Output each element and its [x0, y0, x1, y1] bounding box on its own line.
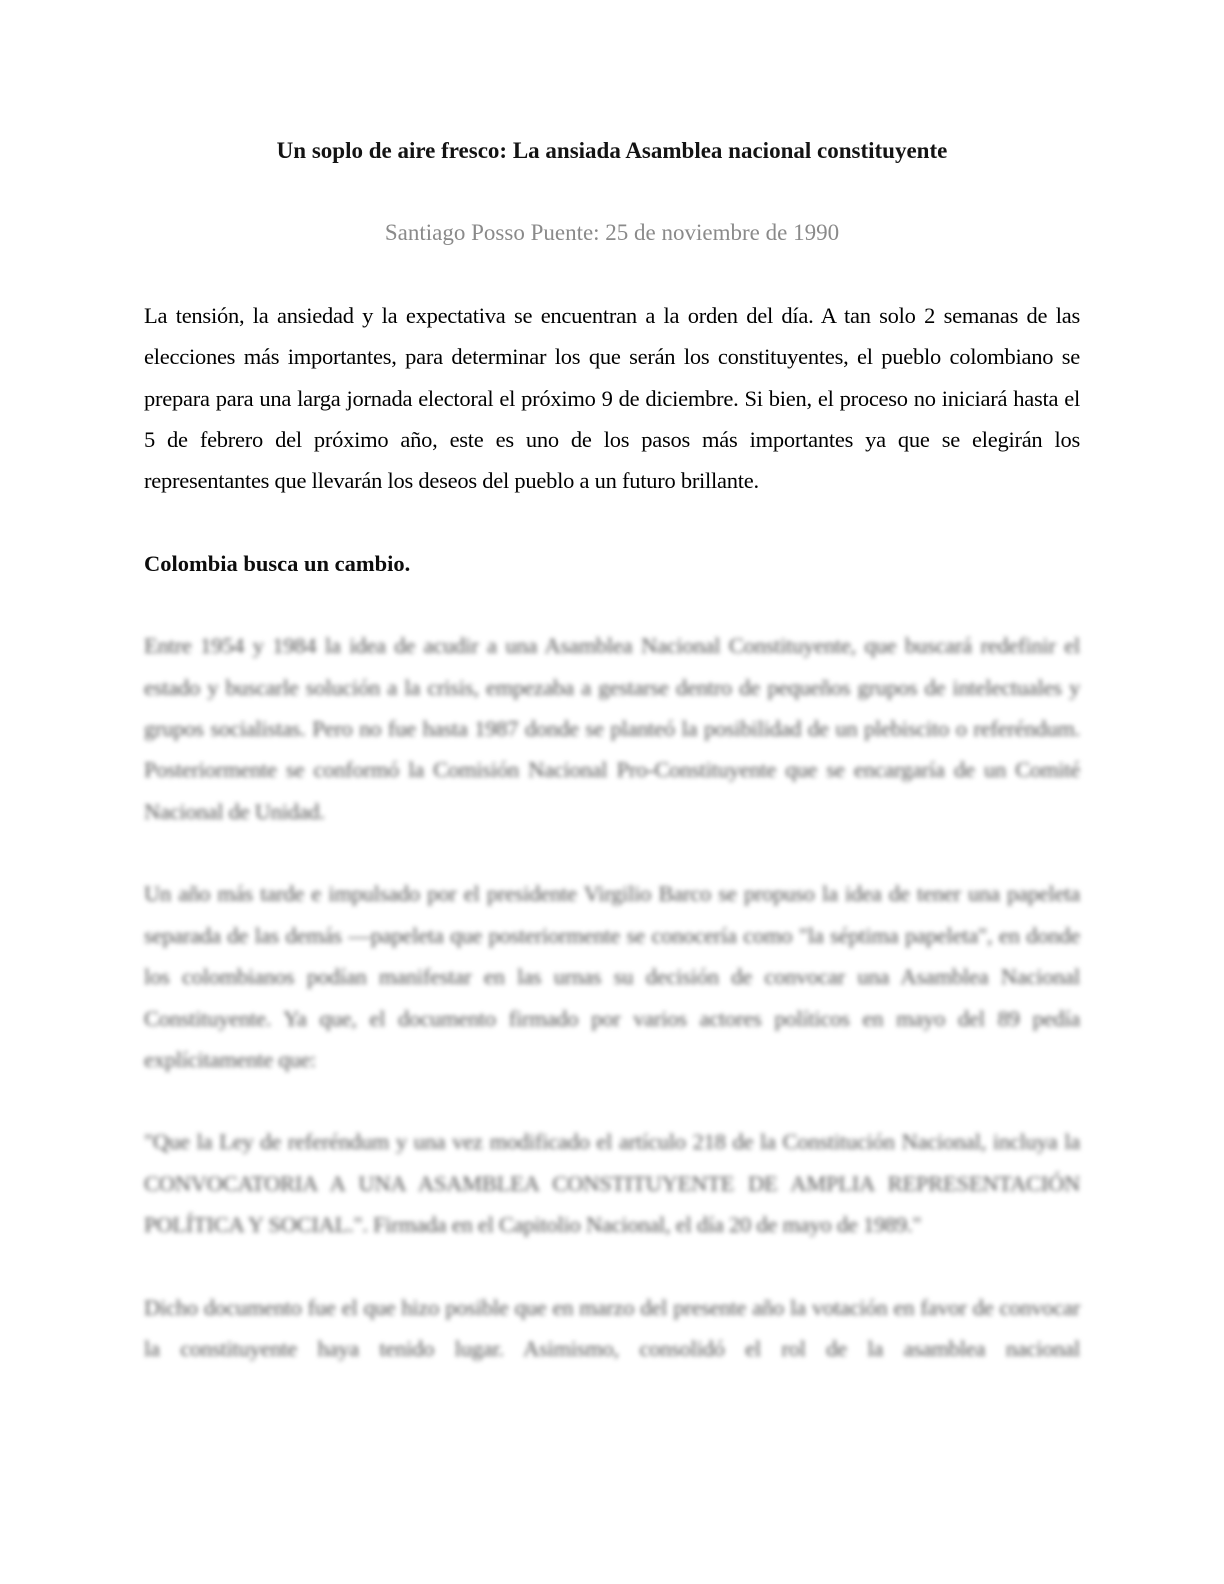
blurred-paragraph-septima-papeleta: Un año más tarde e impulsado por el presidente Virgilio Barco se propuso la idea de tener una papeleta separada de las demás —papeleta que posteriormente se conocería como "la séptima papeleta", en donde los colombianos podían manifestar en las urnas su decisión de convocar una Asamblea Nacional Constituyente. Ya que, el documento firmado por varios actores políticos en mayo del 89 pedía explícitamente que:: [144, 881, 1080, 1072]
blurred-paragraph-history: Entre 1954 y 1984 la idea de acudir a una Asamblea Nacional Constituyente, que buscará redefinir el estado y buscarle solución a la crisis, empezaba a gestarse dentro de pequeños grupos de intelectuales y grupos socialistas. Pero no fue hasta 1987 donde se planteó la posibilidad de un plebiscito o referéndum. Posteriormente se conformó la Comisión Nacional Pro-Constituyente que se encargaría de un Comité Nacional de Unidad.: [144, 633, 1080, 824]
document-title: Un soplo de aire fresco: La ansiada Asamblea nacional constituyente: [276, 138, 948, 163]
document-byline: Santiago Posso Puente: 25 de noviembre de 1990: [384, 220, 840, 246]
blurred-paragraph-quote: "Que la Ley de referéndum y una vez modificado el artículo 218 de la Constitución Nacional, incluya la CONVOCATORIA A UNA ASAMBLEA CONSTITUYENTE DE AMPLIA REPRESENTACIÓN POLÍTICA Y SOCIAL.". Firmada en el Capitolio Nacional, el día 20 de mayo de 1989.": [144, 1129, 1080, 1238]
intro-paragraph: La tensión, la ansiedad y la expectativa se encuentran a la orden del día. A tan solo 2 semanas de las elecciones más importantes, para determinar los que serán los constituyentes, el pueblo colombiano se prepara para una larga jornada electoral el próximo 9 de diciembre. Si bien, el proceso no iniciará hasta el 5 de febrero del próximo año, este es uno de los pasos más importantes ya que se elegirán los representantes que llevarán los deseos del pueblo a un futuro brillante.: [144, 302, 1080, 494]
section-heading: Colombia busca un cambio.: [144, 550, 411, 576]
blurred-paragraph-closing: Dicho documento fue el que hizo posible que en marzo del presente año la votación en favor de convocar la constituyente haya tenido lugar. Asimismo, consolidó el rol de la asamblea nacional: [144, 1294, 1080, 1361]
